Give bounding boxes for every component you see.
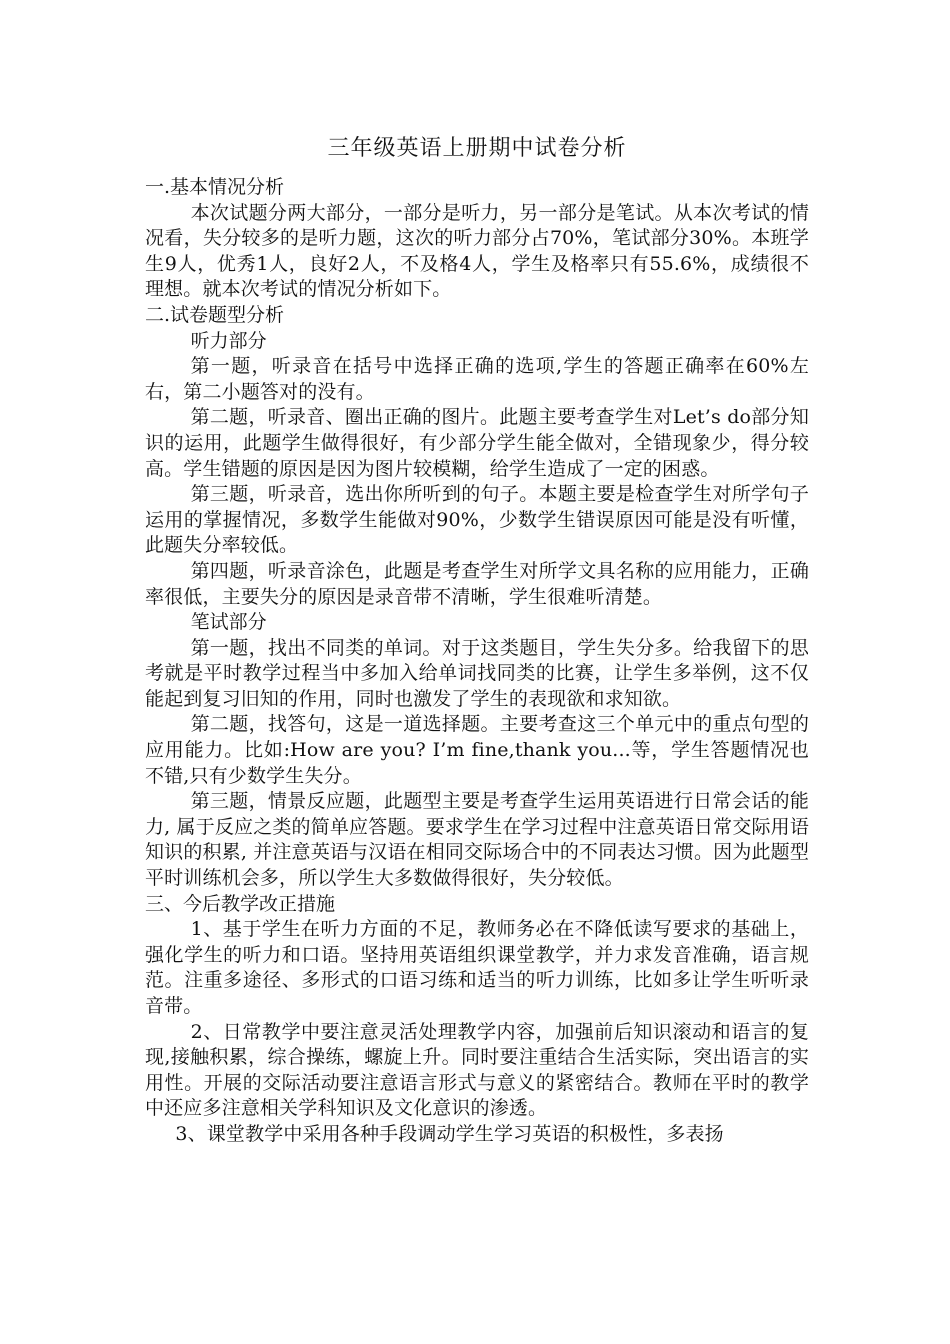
section-heading-question-types: 二.试卷题型分析 <box>145 303 285 326</box>
section-heading-measures: 三、今后教学改正措施 <box>145 892 336 915</box>
measure-paragraph-2: 2、日常教学中要注意灵活处理教学内容，加强前后知识滚动和语言的复现,接触积累，综合操练，螺旋上升。同时要注重结合生活实际，突出语言的实用性。开展的交际活动要注意语言形式与意义的紧密结合。教师在平时的教学中还应多注意相关学科知识及文化意识的渗透。 <box>145 1020 809 1120</box>
written-paragraph-1: 第一题，找出不同类的单词。对于这类题目，学生失分多。给我留下的思考就是平时教学过程当中多加入给单词找同类的比赛，让学生多举例，这不仅能起到复习旧知的作用，同时也激发了学生的表现欲和求知欲。 <box>145 636 809 710</box>
written-paragraph-3: 第三题，情景反应题，此题型主要是考查学生运用英语进行日常会话的能力, 属于反应之类的简单应答题。要求学生在学习过程中注意英语日常交际用语知识的积累, 并注意英语与汉语在相同交际场合中的不同表达习惯。因为此题型平时训练机会多，所以学生大多数做得很好，失分较低。 <box>145 790 809 890</box>
listening-paragraph-3: 第三题，听录音，选出你所听到的句子。本题主要是检查学生对所学句子运用的掌握情况，多数学生能做对90%，少数学生错误原因可能是没有听懂，此题失分率较低。 <box>145 483 809 557</box>
measure-paragraph-1: 1、基于学生在听力方面的不足，教师务必在不降低读写要求的基础上，强化学生的听力和口语。坚持用英语组织课堂教学，并力求发音准确，语言规范。注重多途径、多形式的口语习练和适当的听力训练，比如多让学生听听录音带。 <box>145 918 809 1017</box>
listening-paragraph-4: 第四题，听录音涂色，此题是考查学生对所学文具名称的应用能力，正确率很低，主要失分的原因是录音带不清晰，学生很难听清楚。 <box>145 559 809 608</box>
section-heading-basic: 一.基本情况分析 <box>145 176 285 198</box>
document-body <box>145 135 809 1148</box>
basic-analysis-paragraph: 本次试题分两大部分，一部分是听力，另一部分是笔试。从本次考试的情况看，失分较多的是听力题，这次的听力部分占70%，笔试部分30%。本班学生9人，优秀1人，良好2人，不及格4人，学生及格率只有55.6%，成绩很不理想。就本次考试的情况分析如下。 <box>145 201 809 301</box>
listening-paragraph-1: 第一题，听录音在括号中选择正确的选项,学生的答题正确率在60%左右，第二小题答对的没有。 <box>145 355 809 403</box>
written-paragraph-2: 第二题，找答句，这是一道选择题。主要考查这三个单元中的重点句型的应用能力。比如:How are you? I’m fine,thank you...等，学生答题情况也不错,只有少数学生失分。 <box>145 713 809 787</box>
measure-paragraph-3: 3、课堂教学中采用各种手段调动学生学习英语的积极性，多表扬 <box>175 1122 724 1145</box>
written-subheading: 笔试部分 <box>190 611 267 634</box>
listening-paragraph-2: 第二题，听录音、圈出正确的图片。此题主要考查学生对Let’s do部分知识的运用，此题学生做得很好，有少部分学生能全做对，全错现象少，得分较高。学生错题的原因是因为图片较模糊，给学生造成了一定的困惑。 <box>145 406 809 480</box>
document-title: 三年级英语上册期中试卷分析 <box>327 136 627 161</box>
listening-subheading: 听力部分 <box>190 329 267 352</box>
